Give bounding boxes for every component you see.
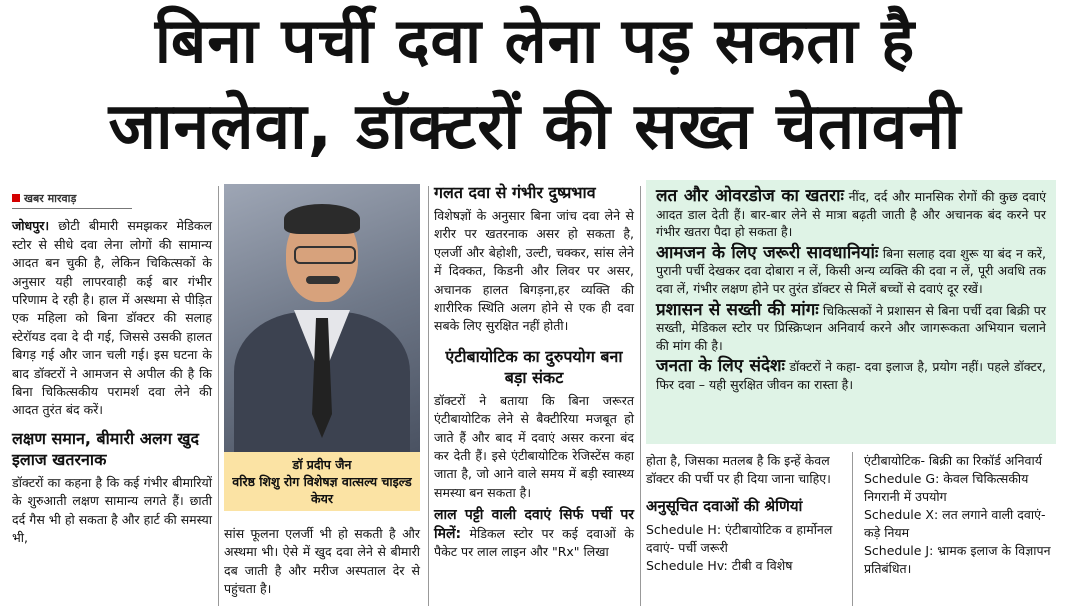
box-lead-1: लत और ओवरडोज का खतराः xyxy=(656,186,844,206)
photo-hair xyxy=(284,204,360,234)
box-text-3: चिकित्सकों ने प्रशासन से बिना पर्ची दवा बिक्री पर सख्ती, मेडिकल स्टोर पर प्रिस्क्रिप्शन अनिवार्य करने और जागरूकता अभियान चलाने की मांग की है। xyxy=(656,302,1046,353)
dateline: जोधपुर। xyxy=(12,218,50,234)
red-strip-text: मेडिकल स्टोर पर कई दवाओं के पैकेट पर लाल लाइन और "Rx" लिखा xyxy=(434,525,634,560)
column-3 xyxy=(434,182,634,562)
intro-text: छोटी बीमारी समझकर मेडिकल स्टोर से सीधे दवा लेना लोगों की सामान्य आदत बन चुकी है, लेकिन चिकित्सकों के अनुसार यही लापरवाही कई बार गंभीर परिणाम दे रही है। हाल में अस्थमा से पीड़ित एक महिला को बिना डॉक्टर की सलाह स्टेरॉयड दवा दे दी गई, जिससे उसकी हालत बिगड़ गई और जान चली गई। इस घटना के बाद डॉक्टरों ने आमजन से अपील की है कि बिना चिकित्सकीय परामर्श दवा लेने की आदत तुरंत बंद करें। xyxy=(12,218,212,418)
col3-body-3 xyxy=(434,506,634,561)
byline-text: खबर मारवाड़ xyxy=(24,192,77,205)
red-strip-lead: लाल पट्टी वाली दवाएं सिर्फ पर्ची पर मिलें: xyxy=(434,507,634,542)
headline-line-1: बिना पर्ची दवा लेना पड़ सकता है xyxy=(154,4,916,77)
schedule-item: Schedule G: केवल चिकित्सकीय निगरानी में उपयोग xyxy=(864,471,1029,504)
doctor-photo xyxy=(224,184,420,452)
schedule-item: Schedule J: भ्रामक इलाज के विज्ञापन प्रतिबंधित। xyxy=(864,543,1051,576)
column-2 xyxy=(224,184,420,599)
column-1 xyxy=(12,190,212,548)
col3-body-2: डॉक्टरों ने बताया कि बिना जरूरत एंटीबायोटिक लेने से बैक्टीरिया मजबूत हो जाते हैं और बाद में दवाएं असर करना बंद कर देती हैं। इसे एंटीबायोटिक रेजिस्टेंस कहा जाता है, जो आने वाले समय में बड़ी स्वास्थ्य समस्या बन सकता है। xyxy=(434,392,634,500)
photo-caption xyxy=(224,452,420,511)
column-divider xyxy=(218,186,219,606)
box-lead-2: आमजन के लिए जरूरी सावधानियांः xyxy=(656,242,879,263)
box-lead-4: जनता के लिए संदेशः xyxy=(656,356,785,377)
schedule-item: Schedule Hv: टीबी व विशेष xyxy=(646,558,793,573)
caption-name: डॉ प्रदीप जैन xyxy=(292,457,352,472)
col2-body: सांस फूलना एलर्जी भी हो सकती है और अस्थमा भी। ऐसे में खुद दवा लेने से बीमारी दब जाती है और मरीज अस्पताल देर से पहुंचता है। xyxy=(224,526,420,597)
box-text-4: डॉक्टरों ने कहा- दवा इलाज है, प्रयोग नहीं। पहले डॉक्टर, फिर दवा – यही सुरक्षित जीवन का रास्ता है। xyxy=(656,359,1046,392)
subhead-schedules: अनुसूचित दवाओं की श्रेणियां xyxy=(646,497,803,515)
intro-paragraph xyxy=(12,217,212,419)
box-text-1: नींद, दर्द और मानसिक रोगों की कुछ दवाएं आदत डाल देती हैं। बार-बार लेने से मात्रा बढ़ती जाती है और अचानक बंद करने पर गंभीर खतरा पैदा हो सकता है। xyxy=(656,189,1046,240)
column-divider xyxy=(852,452,853,606)
box-paragraph-1 xyxy=(656,188,1046,241)
caption-title: वरिष्ठ शिशु रोग विशेषज्ञ वात्सल्य चाइल्ड केयर xyxy=(232,474,412,506)
subhead-antibiotic: एंटीबायोटिक का दुरुपयोग बना बड़ा संकट xyxy=(445,346,623,387)
schedule-item: Schedule X: लत लगाने वाली दवाएं- कड़े नियम xyxy=(864,507,1046,540)
photo-glasses xyxy=(294,246,356,264)
highlight-box xyxy=(646,180,1056,444)
schedule-item: Schedule H: एंटीबायोटिक व हार्मोनल दवाएं- पर्ची जरूरी xyxy=(646,522,833,555)
lower-column-2 xyxy=(864,452,1060,578)
byline-square-icon xyxy=(12,194,20,202)
subhead-side-effects: गलत दवा से गंभीर दुष्प्रभाव xyxy=(434,183,596,202)
byline xyxy=(12,190,132,209)
box-paragraph-3 xyxy=(656,299,1046,355)
headline-line-2: जानलेवा, डॉक्टरों की सख्त चेतावनी xyxy=(108,90,962,164)
col3-body-1: विशेषज्ञों के अनुसार बिना जांच दवा लेने से शरीर पर खतरनाक असर हो सकता है, एलर्जी और बेहोशी, उल्टी, चक्कर, सांस लेने में दिक्कत, किडनी और लिवर पर असर, अचानक हालत बिगड़ना,हर व्यक्ति की शारीरिक स्थिति अलग होने से एक ही दवा सबके लिए सुरक्षित नहीं होती। xyxy=(434,208,634,334)
lower-column-1 xyxy=(646,452,842,575)
schedule-item: एंटीबायोटिक- बिक्री का रिकॉर्ड अनिवार्य xyxy=(864,453,1042,468)
column-divider xyxy=(428,186,429,606)
subhead-symptoms: लक्षण समान, बीमारी अलग खुद इलाज खतरनाक xyxy=(12,428,199,469)
box-lead-3: प्रशासन से सख्ती की मांगः xyxy=(656,299,819,320)
lower1-body: होता है, जिसका मतलब है कि इन्हें केवल डॉक्टर की पर्ची पर ही दिया जाना चाहिए। xyxy=(646,453,831,486)
box-paragraph-4 xyxy=(656,358,1046,393)
box-paragraph-2 xyxy=(656,242,1046,298)
column-divider xyxy=(640,186,641,606)
col1-body: डॉक्टरों का कहना है कि कई गंभीर बीमारियों के शुरुआती लक्षण सामान्य लगते हैं। छाती दर्द गैस भी हो सकता है और हार्ट की समस्या भी, xyxy=(12,474,212,546)
box-text-2: बिना सलाह दवा शुरू या बंद न करें, पुरानी पर्ची देखकर दवा दोबारा न लें, किसी अन्य व्यक्ति की दवा न लें, पूरी अवधि तक दवा लें, गंभीर लक्षण होने पर तुरंत डॉक्टर से मिलें बच्चों से दवाएं दूर रखें। xyxy=(656,245,1046,296)
photo-mustache xyxy=(306,276,340,284)
